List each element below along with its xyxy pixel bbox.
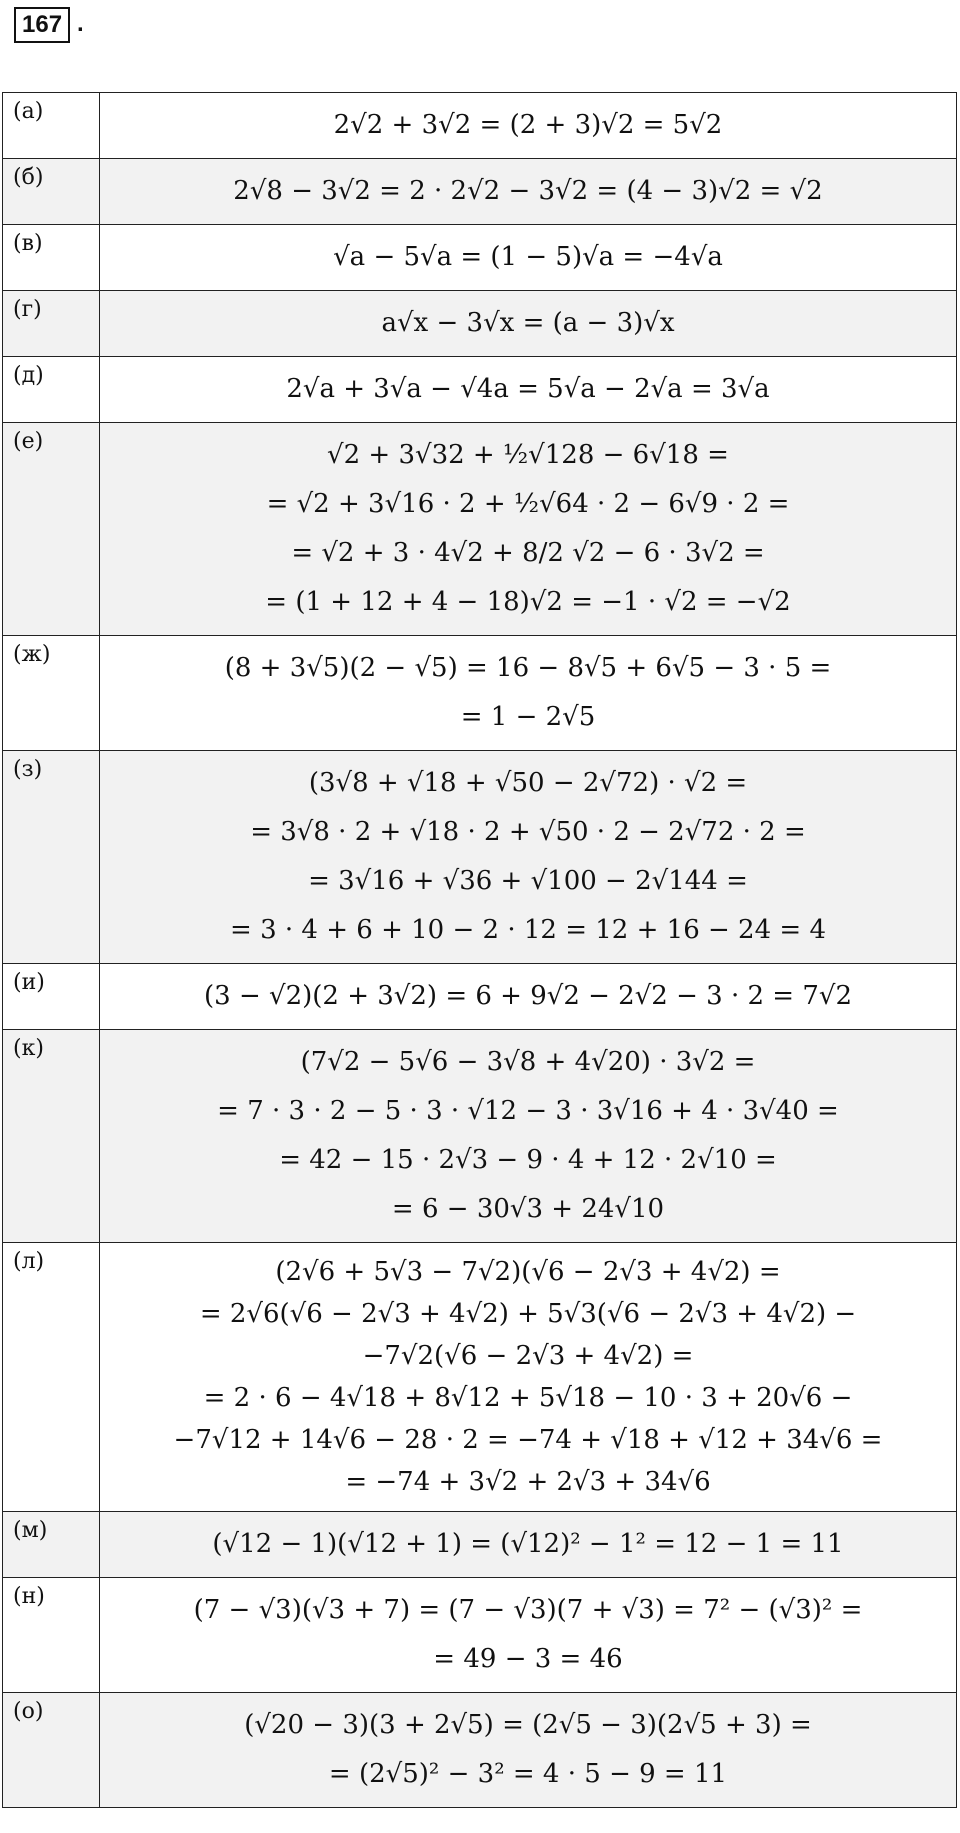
row-label: (о)	[3, 1693, 100, 1808]
expression-line: −7√2(√6 − 2√3 + 4√2) =	[362, 1341, 694, 1371]
table-row	[3, 1578, 957, 1693]
expression-line: −7√12 + 14√6 − 28 · 2 = −74 + √18 + √12 + 34√6 =	[173, 1425, 883, 1455]
row-expression	[100, 1030, 957, 1243]
row-expression	[100, 159, 957, 225]
expression-line: (√12 − 1)(√12 + 1) = (√12)² − 1² = 12 − 1 = 11	[212, 1529, 844, 1559]
row-expression	[100, 357, 957, 423]
row-label: (н)	[3, 1578, 100, 1693]
table-row	[3, 423, 957, 636]
expression-line: (3 − √2)(2 + 3√2) = 6 + 9√2 − 2√2 − 3 · 2 = 7√2	[204, 981, 852, 1011]
row-expression	[100, 636, 957, 751]
table-row	[3, 751, 957, 964]
expression-line: 2√8 − 3√2 = 2 · 2√2 − 3√2 = (4 − 3)√2 = √2	[233, 176, 823, 206]
expression-line: = √2 + 3 · 4√2 + 8/2 √2 − 6 · 3√2 =	[291, 538, 765, 568]
row-label: (б)	[3, 159, 100, 225]
problem-number: 167	[14, 7, 70, 43]
table-row	[3, 1030, 957, 1243]
table-row	[3, 1512, 957, 1578]
row-label: (м)	[3, 1512, 100, 1578]
expression-line: = 1 − 2√5	[460, 702, 596, 732]
expression-line: = 49 − 3 = 46	[433, 1644, 623, 1674]
table-row	[3, 636, 957, 751]
row-expression	[100, 291, 957, 357]
row-expression	[100, 93, 957, 159]
row-label: (е)	[3, 423, 100, 636]
table-row	[3, 159, 957, 225]
expression-line: = 3 · 4 + 6 + 10 − 2 · 12 = 12 + 16 − 24 = 4	[230, 915, 826, 945]
expression-line: = 2 · 6 − 4√18 + 8√12 + 5√18 − 10 · 3 + 20√6 −	[203, 1383, 853, 1413]
expression-line: = 6 − 30√3 + 24√10	[391, 1194, 665, 1224]
row-label: (г)	[3, 291, 100, 357]
row-expression	[100, 1243, 957, 1512]
table-row	[3, 1693, 957, 1808]
problem-number-dot: .	[77, 10, 84, 37]
table-row	[3, 93, 957, 159]
expression-line: = (1 + 12 + 4 − 18)√2 = −1 · √2 = −√2	[265, 587, 791, 617]
expression-line: = 3√8 · 2 + √18 · 2 + √50 · 2 − 2√72 · 2 =	[250, 817, 806, 847]
expression-line: = 7 · 3 · 2 − 5 · 3 · √12 − 3 · 3√16 + 4 · 3√40 =	[217, 1096, 839, 1126]
expression-line: (√20 − 3)(3 + 2√5) = (2√5 − 3)(2√5 + 3) =	[244, 1710, 812, 1740]
expression-line: (7 − √3)(√3 + 7) = (7 − √3)(7 + √3) = 7² − (√3)² =	[193, 1595, 863, 1625]
row-label: (в)	[3, 225, 100, 291]
row-label: (а)	[3, 93, 100, 159]
row-label: (к)	[3, 1030, 100, 1243]
table-row	[3, 357, 957, 423]
row-expression	[100, 1693, 957, 1808]
expression-line: = √2 + 3√16 · 2 + ½√64 · 2 − 6√9 · 2 =	[266, 489, 790, 519]
row-expression	[100, 1512, 957, 1578]
expression-line: 2√a + 3√a − √4a = 5√a − 2√a = 3√a	[286, 374, 770, 404]
row-label: (ж)	[3, 636, 100, 751]
row-label: (д)	[3, 357, 100, 423]
table-row	[3, 225, 957, 291]
expression-line: = 3√16 + √36 + √100 − 2√144 =	[308, 866, 748, 896]
expression-line: = −74 + 3√2 + 2√3 + 34√6	[345, 1467, 711, 1497]
expression-line: (2√6 + 5√3 − 7√2)(√6 − 2√3 + 4√2) =	[275, 1257, 781, 1287]
row-expression	[100, 225, 957, 291]
row-expression	[100, 751, 957, 964]
expression-line: 2√2 + 3√2 = (2 + 3)√2 = 5√2	[333, 110, 723, 140]
expression-line: = 42 − 15 · 2√3 − 9 · 4 + 12 · 2√10 =	[279, 1145, 777, 1175]
row-label: (л)	[3, 1243, 100, 1512]
expression-line: √2 + 3√32 + ½√128 − 6√18 =	[327, 440, 729, 470]
expression-line: (8 + 3√5)(2 − √5) = 16 − 8√5 + 6√5 − 3 · 5 =	[224, 653, 832, 683]
expression-line: (7√2 − 5√6 − 3√8 + 4√20) · 3√2 =	[300, 1047, 756, 1077]
expression-line: √a − 5√a = (1 − 5)√a = −4√a	[333, 242, 723, 272]
row-expression	[100, 964, 957, 1030]
table-row	[3, 291, 957, 357]
row-label: (з)	[3, 751, 100, 964]
expression-line: = (2√5)² − 3² = 4 · 5 − 9 = 11	[328, 1759, 728, 1789]
table-row	[3, 964, 957, 1030]
expression-line: a√x − 3√x = (a − 3)√x	[381, 308, 675, 338]
expression-line: = 2√6(√6 − 2√3 + 4√2) + 5√3(√6 − 2√3 + 4√2) −	[199, 1299, 857, 1329]
row-label: (и)	[3, 964, 100, 1030]
expression-line: (3√8 + √18 + √50 − 2√72) · √2 =	[308, 768, 748, 798]
solution-table	[2, 92, 957, 1808]
table-row	[3, 1243, 957, 1512]
row-expression	[100, 1578, 957, 1693]
row-expression	[100, 423, 957, 636]
